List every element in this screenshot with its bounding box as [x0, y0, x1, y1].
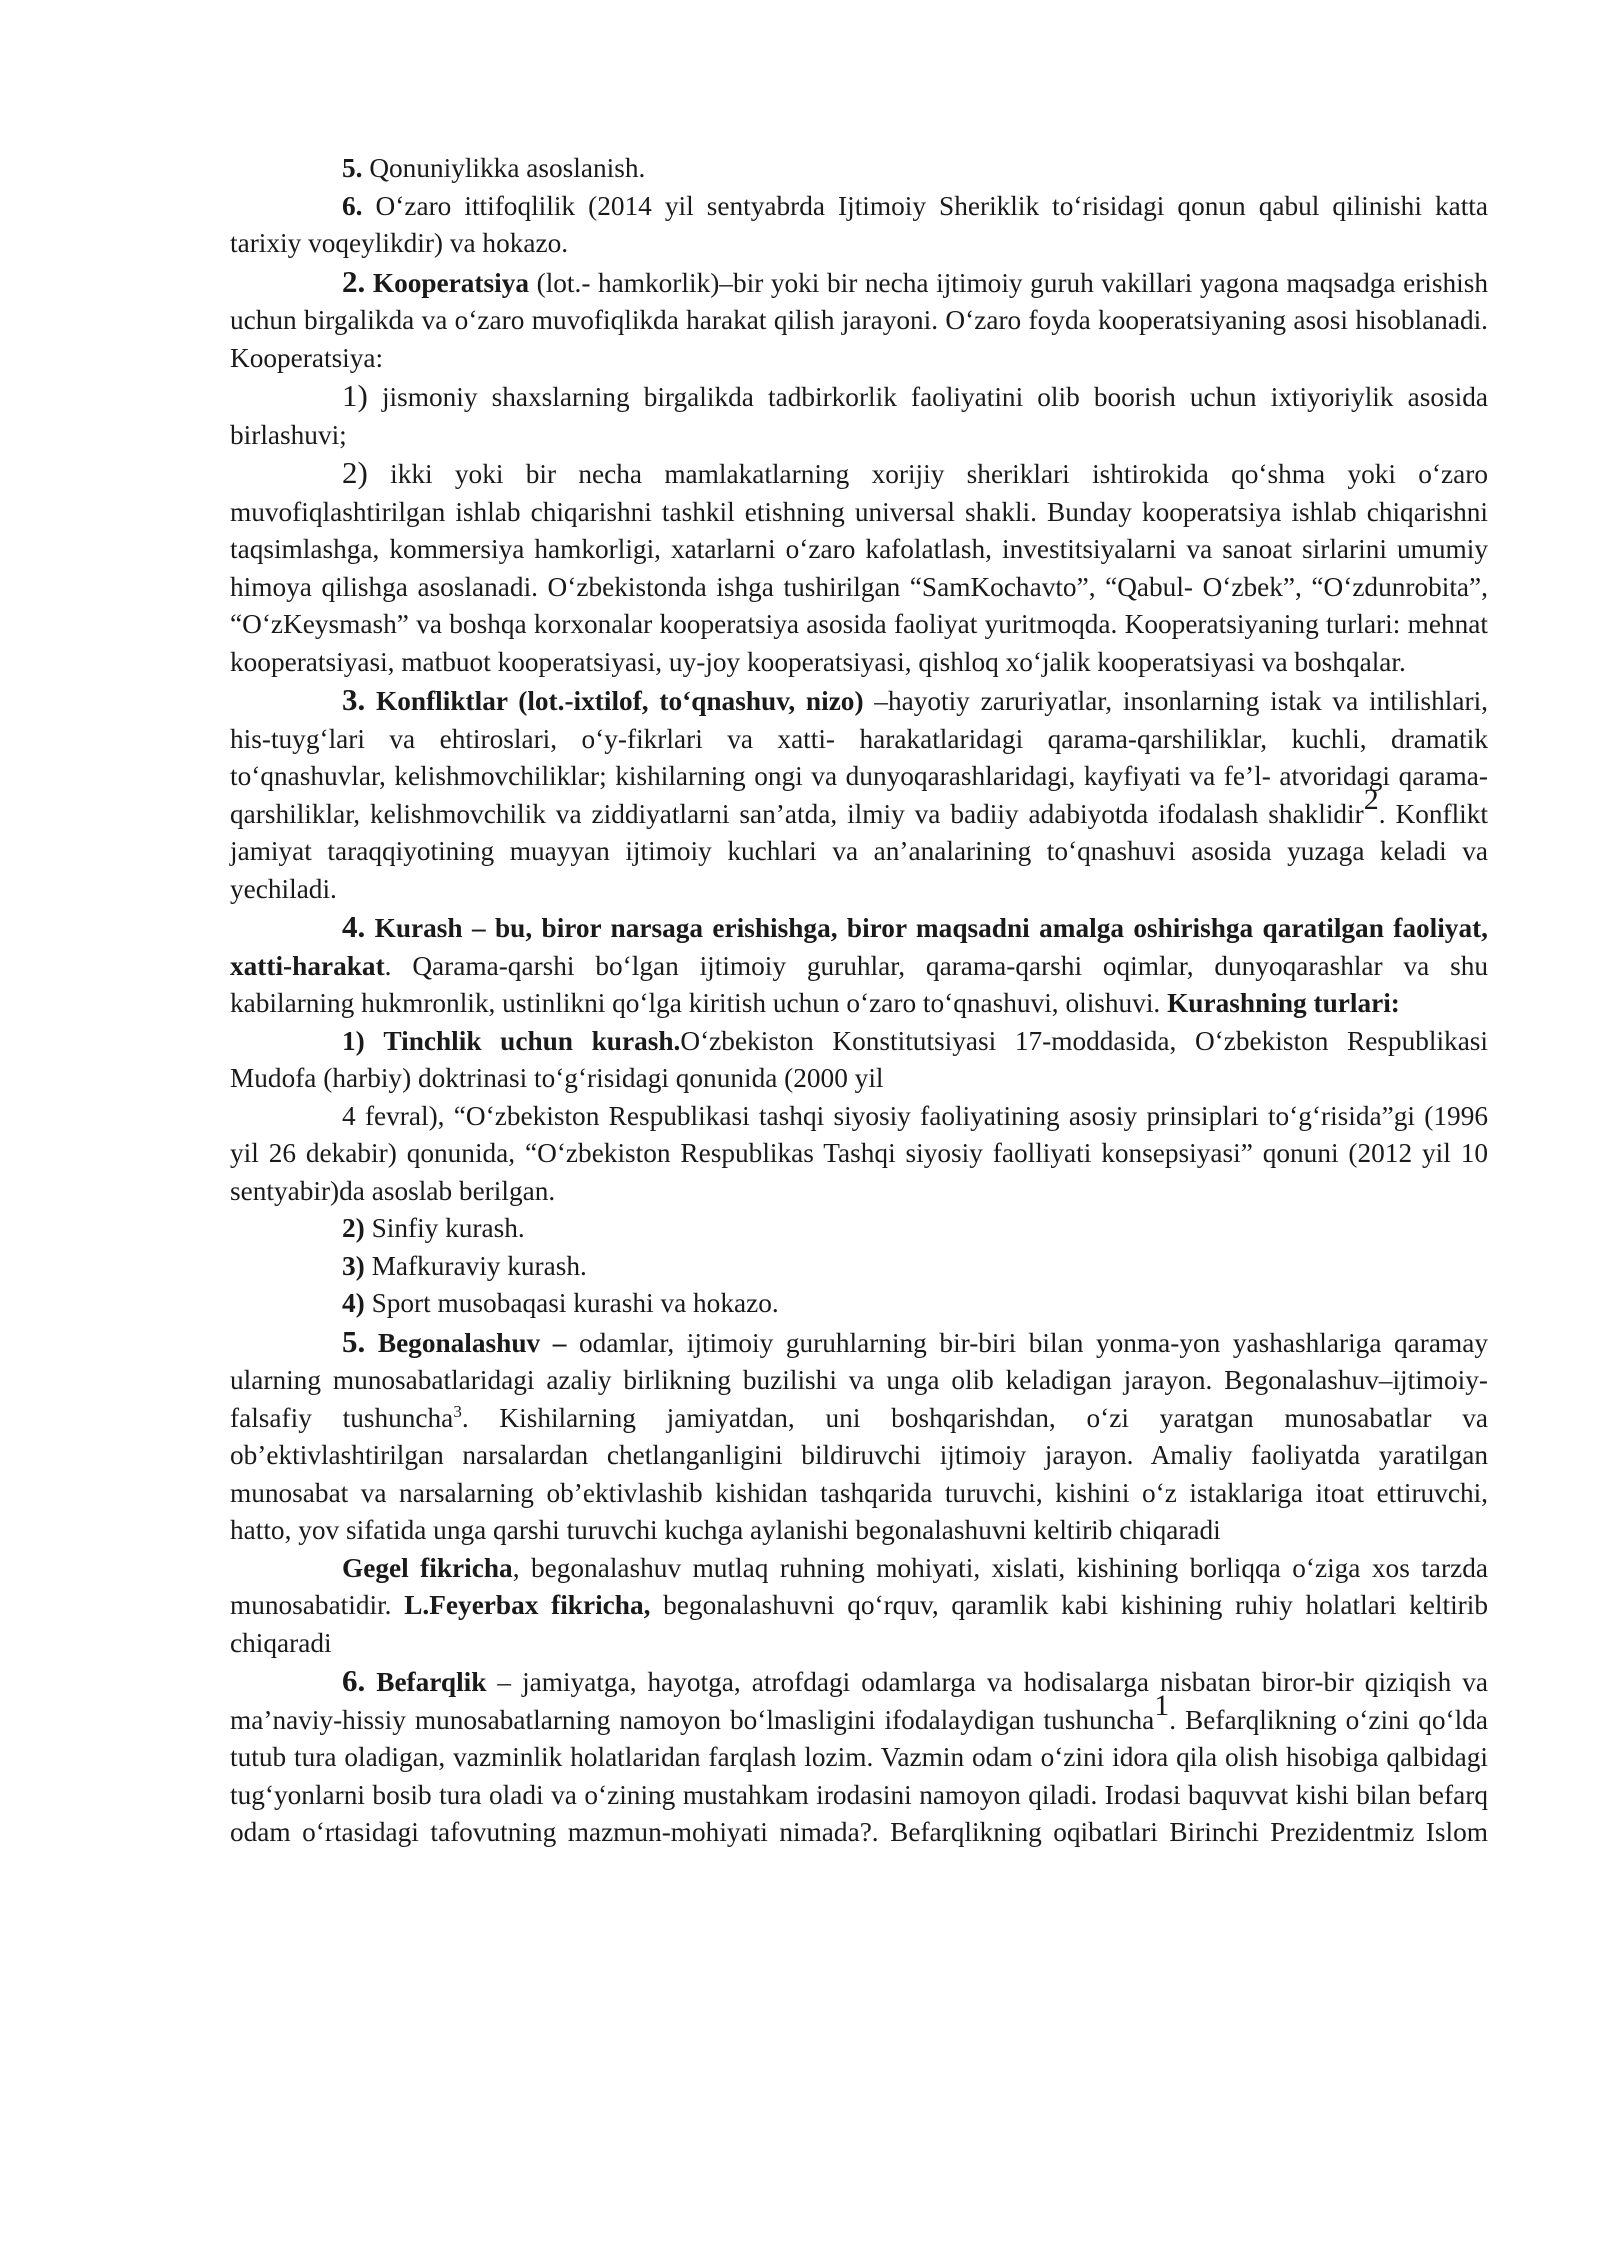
section-term: Kurash – bu, biror narsaga erishishga, biror maqsadni amalga oshirishga qaratilgan faoliyat, xatti-harakat: [230, 913, 1489, 981]
section-text: odamlar, ijtimoiy guruhlarning bir-biri bilan yonma-yon yashashlariga qaramay ularning munosabatlaridagi azaliy birlikning buzilishi va unga olib keladigan jarayon. Begonalashuv–ijtimoiy-falsafiy tushuncha: [230, 1327, 1489, 1433]
kurash-type-4: [230, 1285, 1488, 1323]
section-term: Kooperatsiya: [372, 267, 530, 298]
point-text: ikki yoki bir necha mamlakatlarning xorijiy sheriklari ishtirokida qo‘shma yoki o‘zaro muvofiqlashtirilgan ishlab chiqarishni tashkil etishning universal shakli. Bunday kooperatsiya ishlab chiqarishni taqsimlashga, kommersiya hamkorligi, xatarlarni o‘zaro kafolatlash, investitsiyalarni va sanoat sirlarini umumiy himoya qilishga asoslanadi. O‘zbekistonda ishga tushirilgan “SamKochavto”, “Qabul- O‘zbek”, “O‘zdunrobita”, “O‘zKeysmash” va boshqa korxonalar kooperatsiya asosida faoliyat yuritmoqda. Kooperatsiyaning turlari: mehnat kooperatsiyasi, matbuot kooperatsiyasi, uy-joy kooperatsiyasi, qishloq xo‘jalik kooperatsiyasi va boshqalar.: [230, 459, 1488, 677]
section-number: 2.: [342, 263, 366, 299]
kooperatsiya-point-1: [230, 377, 1488, 454]
section-konfliktlar: [230, 681, 1488, 908]
footnote-ref[interactable]: 2: [1363, 782, 1379, 816]
type-number: 1): [342, 1025, 365, 1056]
footnote-ref[interactable]: 3: [453, 1401, 462, 1421]
gegel-text: , begonalashuv mutlaq ruhning mohiyati, xislati, kishining borliqqa o‘ziga xos tarzda munosabatidir.: [230, 1552, 1488, 1620]
section-text: . Qarama-qarshi bo‘lgan ijtimoiy guruhlar, qarama-qarshi oqimlar, dunyoqarashlar va shu kabilarning hukmronlik, ustinlikni qo‘lga kiritish uchun o‘zaro to‘qnashuvi, olishuvi.: [230, 950, 1488, 1018]
item-text: O‘zaro ittifoqlilik (2014 yil sentyabrda Ijtimoiy Sheriklik to‘risidagi qonun qabul qilinishi katta tarixiy voqeylikdir) va hokazo.: [230, 190, 1488, 258]
item-number: 5.: [342, 153, 363, 183]
point-number: 1): [342, 378, 368, 413]
section-begonalashuv: [230, 1323, 1488, 1550]
feyerbax-term: L.Feyerbax fikricha,: [404, 1590, 651, 1620]
footnote-ref[interactable]: 1: [1154, 1688, 1170, 1722]
type-number: 4): [342, 1288, 365, 1318]
kurash-type-1: [230, 1023, 1488, 1098]
type-text-cont: 4 fevral), “O‘zbekiston Respublikasi tashqi siyosiy faoliyatining asosiy prinsiplari to‘g‘risida”gi (1996 yil 26 dekabir) qonunida, “O‘zbekiston Respublikas Tashqi siyosiy faolliyati konsepsiyasi” qonuni (2012 yil 10 sentyabir)da asoslab berilgan.: [230, 1100, 1488, 1206]
section-kurash: [230, 908, 1488, 1023]
section-term: Befarqlik: [376, 1667, 487, 1697]
list-item-5: [230, 150, 1488, 188]
section-text: –hayotiy zaruriyatlar, insonlarning istak va intilishlari, his-tuyg‘lari va ehtiroslari, o‘y-fikrlari va xatti- harakatlaridagi qarama-qarshiliklar, kuchli, dramatik to‘qnashuvlar, kelishmovchiliklar; kishilarning ongi va dunyoqarashlaridagi, kayfiyati va fe’l- atvoridagi qarama-qarshiliklar, kelishmovchilik va ziddiyatlarni san’atda, ilmiy va badiiy adabiyotda ifodalash shaklidir: [230, 686, 1488, 829]
section-text: – jamiyatga, hayotga, atrofdagi odamlarga va hodisalarga nisbatan biror-bir qiziqish va ma’naviy-hissiy munosabatlarning namoyon bo‘lmasligini ifodalaydigan tushuncha: [230, 1667, 1488, 1735]
type-number: 3): [342, 1250, 365, 1281]
type-text: Sport musobaqasi kurashi va hokazo.: [371, 1288, 779, 1318]
section-number: 6.: [342, 1663, 366, 1698]
point-text: jismoniy shaxslarning birgalikda tadbirkorlik faoliyatini olib boorish uchun ixtiyoriylik asosida birlashuvi;: [230, 382, 1488, 450]
gegel-term: Gegel fikricha: [342, 1552, 513, 1583]
section-text-cont: . Kishilarning jamiyatdan, uni boshqarishdan, o‘zi yaratgan munosabatlar va ob’ektivlashtirilgan narsalardan chetlanganligini bildiruvchi ijtimoiy jarayon. Amaliy faoliyatda yaratilgan munosabat va narsalarning ob’ektivlashib kishidan tashqarida turuvchi, kishini o‘z istaklariga itoat ettiruvchi, hatto, yov sifatida unga qarshi turuvchi kuchga aylanishi begonalashuvni keltirib chiqaradi: [230, 1402, 1489, 1545]
type-term: Tinchlik uchun kurash.: [383, 1025, 681, 1056]
feyerbax-text: begonalashuvni qo‘rquv, qaramlik kabi kishining ruhiy holatlari keltirib chiqaradi: [230, 1590, 1488, 1658]
type-text: O‘zbekiston Konstitutsiyasi 17-moddasida, O‘zbekiston Respublikasi Mudofa (harbiy) doktrinasi to‘g‘risidagi qonunida (2000 yil: [230, 1025, 1489, 1093]
type-text: Sinfiy kurash.: [371, 1213, 525, 1243]
section-text: (lot.- hamkorlik)–bir yoki bir necha ijtimoiy guruh vakillari yagona maqsadga erishish uchun birgalikda va o‘zaro muvofiqlikda harakat qilish jarayoni. O‘zaro foyda kooperatsiyaning asosi hisoblanadi. Kooperatsiya:: [230, 267, 1489, 373]
type-number: 2): [342, 1213, 365, 1243]
section-term: Konfliktlar (lot.-ixtilof, to‘qnashuv, nizo): [376, 686, 864, 716]
kurash-type-1-cont: [230, 1098, 1488, 1211]
begonalashuv-views: [230, 1550, 1488, 1663]
section-text-cont: . Konflikt jamiyat taraqqiyotining muayyan ijtimoiy kuchlari va an’analarining to‘qnashuvi asosida yuzaga keladi va yechiladi.: [230, 798, 1488, 904]
section-befarqlik: [230, 1662, 1488, 1852]
section-term: Begonalashuv –: [377, 1327, 567, 1358]
document-page: [230, 150, 1488, 1852]
point-number: 2): [342, 455, 368, 490]
list-item-6: [230, 188, 1488, 263]
kurash-type-3: [230, 1248, 1488, 1286]
section-number: 4.: [342, 909, 366, 944]
item-number: 6.: [342, 190, 363, 221]
section-kooperatsiya: [230, 263, 1488, 378]
section-number: 3.: [342, 682, 366, 717]
kooperatsiya-point-2: [230, 454, 1488, 681]
section-number: 5.: [342, 1323, 366, 1359]
type-text: Mafkuraviy kurash.: [371, 1250, 587, 1281]
section-text-cont: . Befarqlikning o‘zini qo‘lda tutub tura oladigan, vazminlik holatlaridan farqlash lozim. Vazmin odam o‘zini idora qila olish hisobiga qalbidagi tug‘yonlarni bosib tura oladi va o‘zining mustahkam irodasini namoyon qiladi. Irodasi baquvvat kishi bilan befarq odam o‘rtasidagi tafovutning mazmun-mohiyati nimada?. Befarqlikning oqibatlari Birinchi Prezidentmiz Islom: [230, 1704, 1488, 1847]
types-label: Kurashning turlari:: [1167, 988, 1400, 1018]
item-text: Qonuniylikka asoslanish.: [369, 153, 646, 183]
kurash-type-2: [230, 1210, 1488, 1248]
